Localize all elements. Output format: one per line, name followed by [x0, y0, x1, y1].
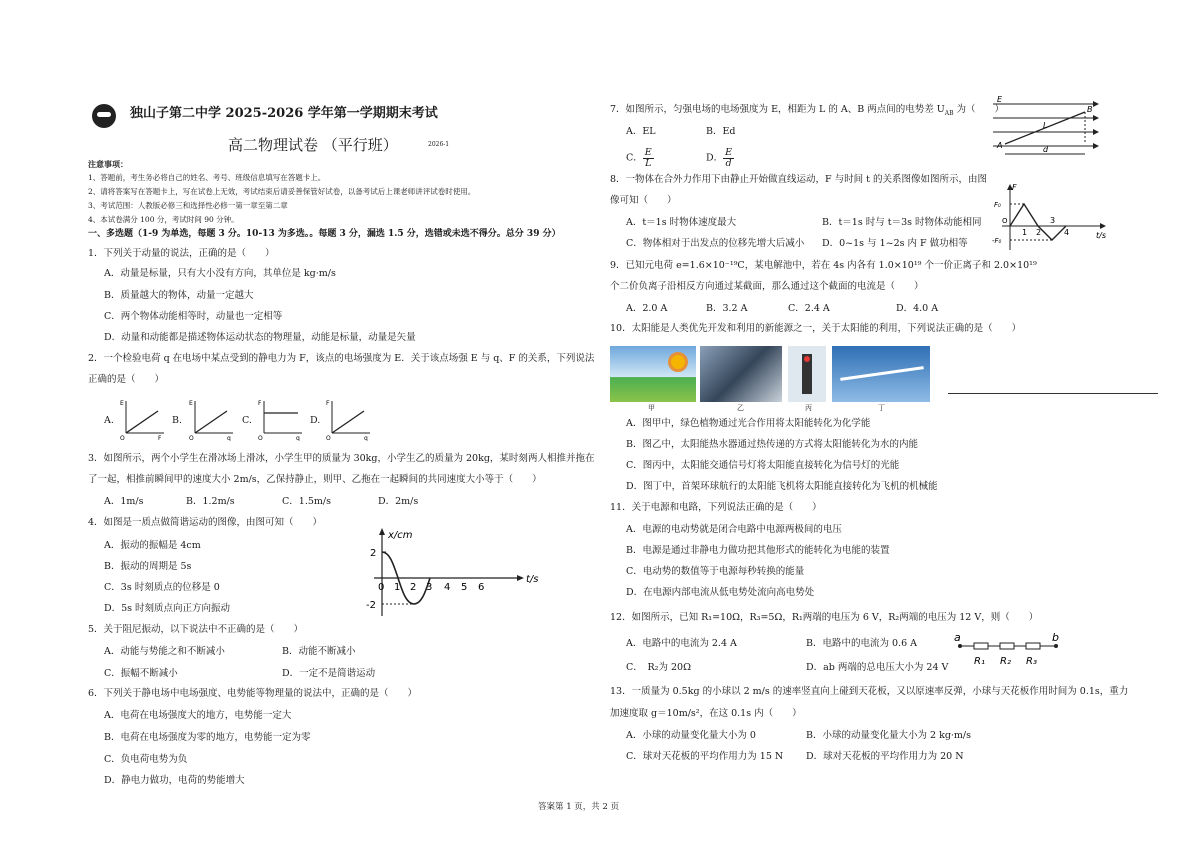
q6-option-c: C．负电荷电势为负 — [104, 754, 188, 765]
q4-y-neg: -2 — [366, 600, 376, 611]
q10-stem: 10．太阳能是人类优先开发和利用的新能源之一，关于太阳能的利用，下列说法正确的是（ ） — [610, 323, 1022, 334]
q4-tick-2: 2 — [410, 582, 417, 593]
q2b-xlabel: q — [227, 435, 231, 441]
q13-option-c: C．球对天花板的平均作用力为 15 N — [626, 751, 784, 762]
q9-option-b: B．3.2 A — [706, 303, 748, 314]
q2-option-c: C. — [242, 415, 252, 426]
q4-tick-1: 1 — [394, 582, 401, 593]
q6-stem: 6．下列关于静电场中电场强度、电势能等物理量的说法中，正确的是（ ） — [88, 688, 418, 699]
q2c-xlabel: q — [296, 435, 300, 441]
q7-stem: 7．如图所示，匀强电场的电场强度为 E，相距为 L 的 A、B 两点间的电势差 $U_{AB}$ 为（ ） — [610, 104, 1005, 117]
q11-option-d: D．在电源内部电流从低电势处流向高电势处 — [626, 587, 815, 598]
q11-option-c: C．电动势的数值等于电源每秒转换的能量 — [626, 566, 805, 577]
q2-graph-c — [256, 397, 306, 441]
school-exam-title: 独山子第二中学 2025-2026 学年第一学期期末考试 — [130, 106, 438, 121]
q1-option-d: D．动量和动能都是描述物体运动状态的物理量，动能是标量，动量是矢量 — [104, 332, 416, 343]
paper-title: 高二物理试卷 （平行班） — [228, 136, 398, 154]
q12-option-c: C． R₂为 20Ω — [626, 662, 691, 673]
q4-xlabel: t/s — [526, 574, 539, 585]
q5-option-b: B．动能不断减小 — [282, 646, 356, 657]
q10-option-b: B．图乙中，太阳能热水器通过热传递的方式将太阳能转化为水的内能 — [626, 439, 918, 450]
q1-option-a: A．动量是标量，只有大小没有方向，其单位是 kg·m/s — [104, 268, 336, 279]
q12-terminal-a: a — [954, 632, 961, 644]
q4-y-pos: 2 — [370, 548, 377, 559]
q4-ylabel: x/cm — [388, 530, 413, 541]
q2-graph-b — [187, 397, 237, 441]
q4-option-b: B．振动的周期是 5s — [104, 561, 192, 572]
q2b-ylabel: E — [189, 400, 193, 407]
q12-circuit-diagram — [950, 632, 1066, 670]
q3-option-c: C．1.5m/s — [282, 496, 331, 507]
q3-stem-1: 3．如图所示，两个小学生在滑冰场上滑冰，小学生甲的质量为 30kg，小学生乙的质量为 20kg，某时刻两人相推并拖在 — [88, 453, 595, 464]
notes-heading: 注意事项： — [88, 159, 128, 169]
q2-stem-2: 正确的是（ ） — [88, 374, 165, 385]
q1-stem: 1．下列关于动量的说法，正确的是（ ） — [88, 248, 275, 259]
q6-option-d: D．静电力做功，电荷的势能增大 — [104, 775, 245, 786]
q7-fig-d: d — [1043, 145, 1049, 154]
q13-stem-1: 13．一质量为 0.5kg 的小球以 2 m/s 的速率竖直向上碰到天花板，又以原速率反弹，小球与天花板作用时间为 0.1s，重力 — [610, 686, 1129, 697]
q6-option-a: A．电荷在电场强度大的地方，电势能一定大 — [104, 710, 292, 721]
q8-tick-1: 1 — [1022, 228, 1028, 237]
photo-solar-traffic-light — [788, 346, 826, 402]
q8-force-graph — [992, 182, 1118, 252]
q4-option-a: A．振动的振幅是 4cm — [104, 540, 201, 551]
q8-f0: F₀ — [994, 201, 1001, 209]
q12-r3: R₃ — [1026, 656, 1037, 667]
section-heading: 一、多选题（1-9 为单选，每题 3 分。10-13 为多选。。每题 3 分，漏选 1.5 分，选错或未选不得分。总分 39 分） — [88, 229, 561, 239]
photo-sunflower — [610, 346, 696, 402]
q8-stem-1: 8．一物体在合外力作用下由静止开始做直线运动，F 与时间 t 的关系图像如图所示，由图 — [610, 174, 988, 185]
q7-fig-e: E — [997, 96, 1003, 104]
q11-stem: 11．关于电源和电路，下列说法正确的是（ ） — [610, 502, 822, 513]
q4-option-c: C．3s 时刻质点的位移是 0 — [104, 582, 220, 593]
q2-option-d: D. — [310, 415, 321, 426]
q2-option-b: B. — [172, 415, 183, 426]
q5-option-d: D．一定不是简谐运动 — [282, 668, 376, 679]
q2d-ylabel: F — [326, 400, 330, 407]
q4-oscillation-graph — [360, 526, 540, 618]
q6-option-b: B．电荷在电场强度为零的地方，电势能一定为零 — [104, 732, 311, 743]
q11-option-a: A．电源的电动势就是闭合电路中电源两极间的电压 — [626, 524, 842, 535]
q1-option-b: B．质量越大的物体，动量一定越大 — [104, 290, 254, 301]
q2-option-a: A. — [104, 415, 114, 426]
q7-field-diagram — [985, 96, 1105, 160]
q8-option-a: A．t＝1s 时物体速度最大 — [626, 217, 737, 228]
q8-xlabel: t/s — [1096, 231, 1106, 240]
q5-option-a: A．动能与势能之和不断减小 — [104, 646, 225, 657]
q2c-origin: O — [258, 435, 263, 441]
q2-graph-d — [324, 397, 374, 441]
q4-tick-0: 0 — [378, 582, 385, 593]
q12-option-a: A．电路中的电流为 2.4 A — [626, 638, 737, 649]
photo-solar-water-heater — [700, 346, 782, 402]
q5-stem: 5．关于阻尼振动，以下说法中不正确的是（ ） — [88, 624, 304, 635]
q4-option-d: D．5s 时刻质点向正方向振动 — [104, 603, 231, 614]
q7-option-b: B．Ed — [706, 126, 736, 137]
q8-fn0: -F₀ — [992, 237, 1002, 245]
q13-option-d: D．球对天花板的平均作用力为 20 N — [806, 751, 964, 762]
q8-tick-3: 3 — [1050, 216, 1056, 225]
q9-option-a: A．2.0 A — [626, 303, 668, 314]
q12-option-d: D．ab 两端的总电压大小为 24 V — [806, 662, 949, 673]
q2a-xlabel: F — [158, 435, 162, 441]
photo-solar-airplane — [832, 346, 930, 402]
q9-stem-2: 个二价负离子沿相反方向通过某截面，那么通过这个截面的电流是（ ） — [610, 281, 924, 292]
q2c-ylabel: F — [258, 400, 262, 407]
q8-ylabel: F — [1012, 183, 1017, 192]
school-logo — [92, 104, 116, 128]
q8-tick-2: 2 — [1036, 228, 1042, 237]
note-2: 2、请将答案写在答题卡上，写在试卷上无效，考试结束后请妥善保管好试卷，以备考试后上课老师讲评试卷时使用。 — [88, 187, 476, 196]
q2-graph-a — [118, 397, 168, 441]
q8-tick-4: 4 — [1064, 228, 1070, 237]
q3-option-b: B．1.2m/s — [186, 496, 235, 507]
q4-tick-5: 5 — [461, 582, 468, 593]
q10-option-d: D．图丁中，首架环球航行的太阳能飞机将太阳能直接转化为飞机的机械能 — [626, 481, 938, 492]
exam-date: 2026-1 — [428, 141, 450, 148]
q7-option-c: C． $\frac{E}{L}$ — [626, 147, 652, 169]
q8-stem-2: 像可知（ ） — [610, 195, 677, 206]
q2d-xlabel: q — [364, 435, 368, 441]
q5-option-c: C．振幅不断减小 — [104, 668, 178, 679]
q13-option-b: B．小球的动量变化量大小为 2 kg·m/s — [806, 730, 972, 741]
caption-bing: 丙 — [805, 404, 812, 412]
q9-option-d: D．4.0 A — [896, 303, 939, 314]
q4-tick-6: 6 — [478, 582, 485, 593]
note-4: 4、本试卷满分 100 分，考试时间 90 分钟。 — [88, 215, 239, 224]
q7-option-a: A．EL — [626, 126, 656, 137]
q7-option-d: D． $\frac{E}{d}$ — [706, 147, 733, 169]
q13-option-a: A．小球的动量变化量大小为 0 — [626, 730, 756, 741]
q3-option-d: D．2m/s — [378, 496, 419, 507]
q2a-ylabel: E — [120, 400, 124, 407]
q12-r1: R₁ — [974, 656, 985, 667]
note-3: 3、考试范围：人教版必修三和选择性必修一第一章至第二章 — [88, 201, 288, 210]
q8-option-c: C．物体相对于出发点的位移先增大后减小 — [626, 238, 805, 249]
q7-fig-b: B — [1087, 105, 1093, 114]
q12-r2: R₂ — [1000, 656, 1011, 667]
q10-option-a: A．图甲中，绿色植物通过光合作用将太阳能转化为化学能 — [626, 418, 871, 429]
q12-option-b: B．电路中的电流为 0.6 A — [806, 638, 917, 649]
q1-option-c: C．两个物体动能相等时，动量也一定相等 — [104, 311, 283, 322]
q13-stem-2: 加速度取 g＝10m/s²，在这 0.1s 内（ ） — [610, 708, 802, 719]
q8-option-b: B．t＝1s 时与 t＝3s 时物体动能相同 — [822, 217, 982, 228]
q12-stem: 12．如图所示，已知 R₁=10Ω，R₃=5Ω，R₁两端的电压为 6 V，R₂两端的电压为 12 V，则（ ） — [610, 612, 1039, 623]
note-1: 1、答题前，考生务必将自己的姓名、考号、班级信息填写在答题卡上。 — [88, 173, 326, 182]
divider-line — [948, 393, 1158, 394]
q3-stem-2: 了一起，相推前瞬间甲的速度大小 2m/s，乙保持静止，则甲、乙拖在一起瞬间的共同速度大小等于（ ） — [88, 474, 542, 485]
q8-option-d: D．0~1s 与 1~2s 内 F 做功相等 — [822, 238, 968, 249]
q2d-origin: O — [326, 435, 331, 441]
caption-yi: 乙 — [737, 404, 744, 412]
q4-stem: 4．如图是一质点做简谐运动的图像，由图可知（ ） — [88, 517, 323, 528]
caption-jia: 甲 — [648, 404, 655, 412]
q2-stem-1: 2．一个检验电荷 q 在电场中某点受到的静电力为 F，该点的电场强度为 E．关于该点场强 E 与 q、F 的关系，下列说法 — [88, 353, 595, 364]
caption-ding: 丁 — [878, 404, 885, 412]
q7-fig-a: A — [997, 141, 1003, 150]
q10-option-c: C．图丙中，太阳能交通信号灯将太阳能直接转化为信号灯的光能 — [626, 460, 900, 471]
q8-origin: O — [1002, 217, 1008, 225]
q3-option-a: A．1m/s — [104, 496, 144, 507]
page-footer: 答案第 1 页，共 2 页 — [538, 802, 620, 812]
q2a-origin: O — [120, 435, 125, 441]
q4-tick-3: 3 — [426, 582, 433, 593]
q9-option-c: C．2.4 A — [788, 303, 830, 314]
q4-tick-4: 4 — [444, 582, 451, 593]
q9-stem-1: 9．已知元电荷 e=1.6×10⁻¹⁹C，某电解池中，若在 4s 内各有 1.0×10¹⁹ 个一价正离子和 2.0×10¹⁹ — [610, 260, 1037, 271]
q11-option-b: B．电源是通过非静电力做功把其他形式的能转化为电能的装置 — [626, 545, 890, 556]
q12-terminal-b: b — [1052, 632, 1059, 644]
q7-fig-l: L — [1043, 121, 1048, 130]
q2b-origin: O — [189, 435, 194, 441]
